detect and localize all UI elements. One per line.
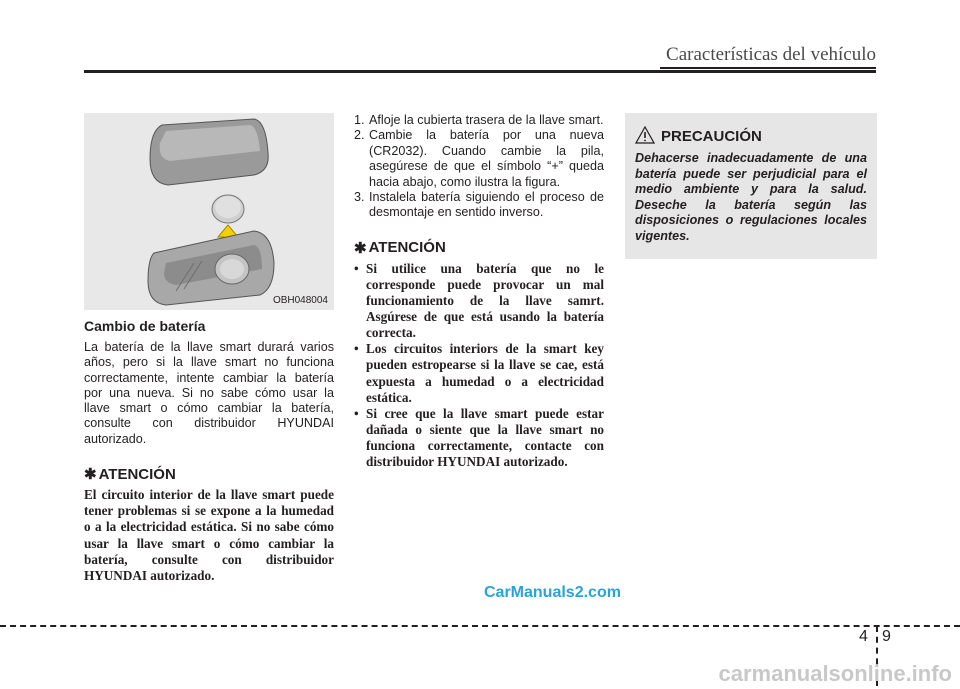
- atencion-bullets: [354, 261, 604, 470]
- replacement-steps: [354, 113, 604, 221]
- column-left: [84, 113, 334, 584]
- smart-key-illustration: [84, 113, 334, 310]
- warning-star-icon: ✱: [84, 466, 97, 484]
- section-heading: Cambio de batería: [84, 318, 206, 334]
- footer-rule: [0, 625, 960, 627]
- chapter-number: 4: [859, 628, 868, 645]
- step-text: Cambie la batería por una nueva (CR2032). Cuando cambie la pila, asegúrese de que el símbolo “+” queda hacia abajo, como ilustra la figura.: [369, 128, 604, 189]
- site-watermark: CarManuals2.com: [484, 584, 621, 601]
- section-body: La batería de la llave smart durará varios años, pero si la llave smart no funciona correctamente, intente cambiar la batería por una nueva. Si no sabe cómo usar la llave smart o cómo cambiar la batería, consulte con distribuidor HYUNDAI autorizado.: [84, 340, 334, 446]
- bullet-icon: •: [354, 405, 359, 421]
- warning-triangle-icon: [635, 125, 655, 145]
- header-rule-accent: [660, 67, 876, 69]
- list-item: [354, 190, 604, 221]
- step-text: Instalela batería siguiendo el proceso de desmontaje en sentido inverso.: [369, 190, 604, 220]
- bullet-text: Si utilice una batería que no le corresponde puede provocar un mal funcionamiento de la llave samrt. Asgúrese de que está usando la batería correcta.: [366, 260, 604, 341]
- footer-watermark: carmanualsonline.info: [718, 661, 952, 686]
- bullet-text: Si cree que la llave smart puede estar dañada o siente que la llave smart no funciona correctamente, contacte con distribuidor HYUNDAI autorizado.: [366, 405, 604, 469]
- header-rule: [84, 70, 876, 73]
- bullet-icon: •: [354, 341, 359, 357]
- list-item: [354, 406, 604, 470]
- bullet-text: Los circuitos interiors de la smart key pueden estropearse si la llave se cae, está expuesta a humedad o a electricidad estática.: [366, 341, 604, 405]
- atencion-heading-1: [84, 465, 334, 483]
- list-item: [354, 128, 604, 190]
- list-item: [354, 341, 604, 405]
- caution-title: PRECAUCIÓN: [661, 128, 762, 145]
- step-number: 3.: [354, 190, 365, 205]
- battery-replacement-figure: [84, 113, 334, 310]
- warning-star-icon: ✱: [354, 239, 367, 257]
- bullet-icon: •: [354, 260, 359, 276]
- caution-body: Dehacerse inadecuadamente de una batería puede ser perjudicial para el medio ambiente y para la salud. Deseche la batería según las disposiciones o regulaciones locales vigentes.: [635, 151, 867, 243]
- page-number: 9: [882, 628, 891, 645]
- figure-code-label: OBH048004: [272, 295, 328, 306]
- list-item: [354, 113, 604, 128]
- page-header-title: Características del vehículo: [666, 44, 876, 65]
- step-text: Afloje la cubierta trasera de la llave smart.: [369, 113, 604, 127]
- atencion-title-2: ATENCIÓN: [368, 239, 446, 257]
- column-middle: [354, 113, 604, 470]
- step-number: 1.: [354, 113, 365, 127]
- step-number: 2.: [354, 128, 365, 143]
- atencion-body-1: El circuito interior de la llave smart puede tener problemas si se expone a la humedad o a la electricidad estática. Si no sabe cómo usar la llave smart o cómo cambiar la batería, consulte con distribuidor HYUNDAI autorizado.: [84, 487, 334, 584]
- list-item: [354, 261, 604, 341]
- column-right: [625, 113, 877, 259]
- atencion-heading-2: [354, 239, 604, 257]
- caution-header: [635, 121, 867, 145]
- atencion-title-1: ATENCIÓN: [98, 465, 176, 483]
- caution-box: [625, 113, 877, 259]
